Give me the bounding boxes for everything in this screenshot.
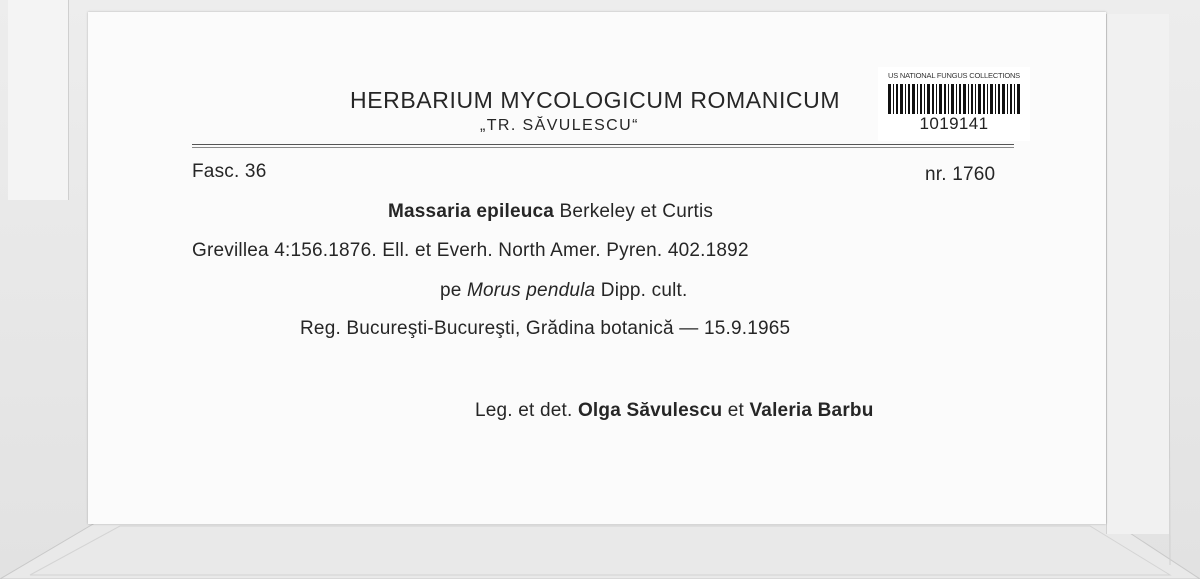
- host-name: Morus pendula: [467, 280, 596, 301]
- barcode-collection-name: US NATIONAL FUNGUS COLLECTIONS: [888, 71, 1020, 80]
- barcode-sticker: [878, 67, 1030, 141]
- barcode-number: 1019141: [919, 114, 989, 133]
- host-suffix: Dipp. cult.: [595, 280, 688, 301]
- barcode-icon: [888, 84, 1020, 114]
- envelope-edge-left: [8, 0, 69, 200]
- locality-date: Reg. Bucureşti-Bucureşti, Grădina botanică — 15.9.1965: [300, 318, 791, 339]
- species-name: Massaria epileuca: [388, 201, 555, 222]
- fascicle-number: Fasc. 36: [192, 161, 267, 182]
- species-line: [388, 201, 713, 223]
- species-authority: Berkeley et Curtis: [554, 201, 714, 222]
- collector-2: Valeria Barbu: [749, 400, 874, 421]
- collectors-line: [475, 400, 874, 422]
- header-rule-secondary: [192, 147, 1014, 148]
- specimen-number: nr. 1760: [925, 164, 996, 185]
- collector-prefix: Leg. et det.: [475, 400, 578, 421]
- herbarium-title: HERBARIUM MYCOLOGICUM ROMANICUM: [350, 87, 841, 113]
- literature-citation: Grevillea 4:156.1876. Ell. et Everh. North Amer. Pyren. 402.1892: [192, 240, 749, 261]
- collector-join: et: [722, 400, 750, 421]
- host-line: [440, 280, 687, 302]
- collector-1: Olga Săvulescu: [577, 400, 723, 421]
- header-rule: [192, 144, 1014, 145]
- host-prefix: pe: [440, 280, 468, 301]
- herbarium-subtitle: „TR. SĂVULESCU“: [480, 117, 639, 134]
- envelope-edge-right: [1106, 14, 1169, 534]
